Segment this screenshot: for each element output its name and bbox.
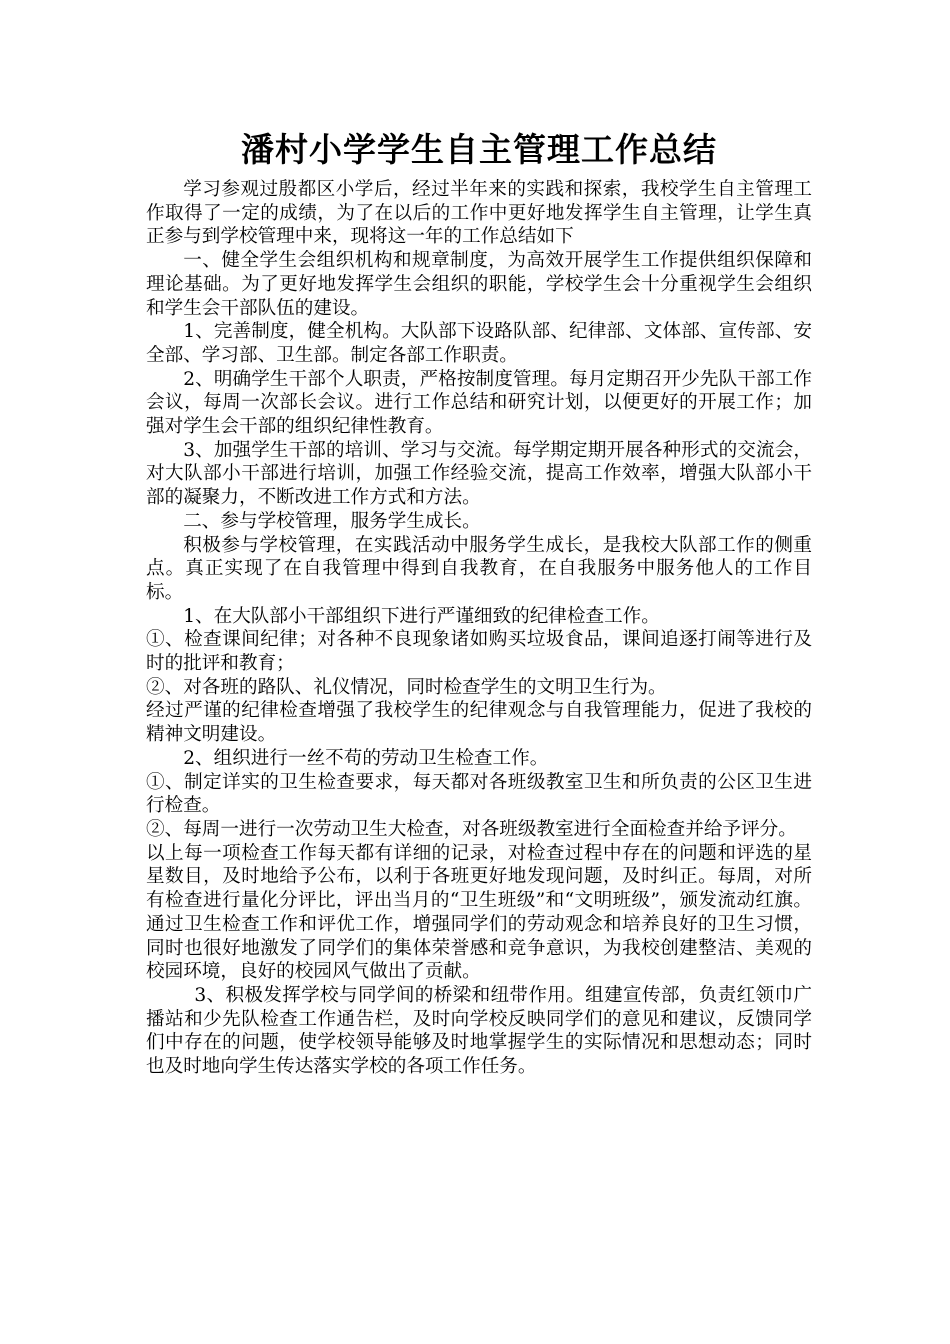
paragraph-item-2-1-a: ①、检查课间纪律；对各种不良现象诸如购买垃圾食品，课间追逐打闹等进行及时的批评和教育；	[146, 629, 812, 675]
paragraph-item-2-1: 1、在大队部小干部组织下进行严谨细致的纪律检查工作。	[183, 605, 660, 627]
paragraph-item-2-1-b: ②、对各班的路队、礼仪情况，同时检查学生的文明卫生行为。	[146, 676, 667, 698]
paragraph-item-2-3: 3、积极发挥学校与同学间的桥梁和纽带作用。组建宣传部，负责红领巾广播站和少先队检查工作通告栏，及时向学校反映同学们的意见和建议，反馈同学们中存在的问题，使学校领导能够及时地掌握学生的实际情况和思想动态；同时也及时地向学生传达落实学校的各项工作任务。	[146, 984, 812, 1078]
paragraph-item-1-2: 2、明确学生干部个人职责，严格按制度管理。每月定期召开少先队干部工作会议，每周一次部长会议。进行工作总结和研究计划，以便更好的开展工作；加强对学生会干部的组织纪律性教育。	[146, 368, 812, 438]
paragraph-item-2-2: 2、组织进行一丝不苟的劳动卫生检查工作。	[183, 747, 549, 769]
paragraph-section-1: 一、健全学生会组织机构和规章制度，为高效开展学生工作提供组织保障和理论基础。为了更好地发挥学生会组织的职能，学校学生会十分重视学生会组织和学生会干部队伍的建设。	[146, 250, 812, 319]
document-title: 潘村小学学生自主管理工作总结	[241, 130, 717, 169]
paragraph-item-1-1: 1、完善制度，健全机构。大队部下设路队部、纪律部、文体部、宣传部、安全部、学习部、卫生部。制定各部工作职责。	[146, 321, 812, 366]
paragraph-item-2-2-b: ②、每周一进行一次劳动卫生大检查，对各班级教室进行全面检查并给予评分。	[146, 818, 797, 840]
paragraph-item-2-2-a: ①、制定详实的卫生检查要求，每天都对各班级教室卫生和所负责的公区卫生进行检查。	[146, 771, 812, 817]
paragraph-intro: 学习参观过殷都区小学后，经过半年来的实践和探索，我校学生自主管理工作取得了一定的成绩，为了在以后的工作中更好地发挥学生自主管理，让学生真正参与到学校管理中来，现将这一年的工作总结如下	[146, 179, 812, 248]
paragraph-item-1-3: 3、加强学生干部的培训、学习与交流。每学期定期开展各种形式的交流会，对大队部小干部进行培训，加强工作经验交流，提高工作效率，增强大队部小干部的凝聚力，不断改进工作方式和方法。	[146, 439, 812, 509]
document-body	[146, 178, 812, 1079]
paragraph-item-2-2-summary: 以上每一项检查工作每天都有详细的记录，对检查过程中存在的问题和评选的星星数目，及时地给予公布，以利于各班更好地发现问题，及时纠正。每周，对所有检查进行量化分评比，评出当月的“卫生班级”和“文明班级”，颁发流动红旗。通过卫生检查工作和评优工作，增强同学们的劳动观念和培养良好的卫生习惯，同时也很好地激发了同学们的集体荣誉感和竞争意识，为我校创建整洁、美观的校园环境，良好的校园风气做出了贡献。	[146, 842, 812, 983]
paragraph-section-2-intro: 积极参与学校管理，在实践活动中服务学生成长，是我校大队部工作的侧重点。真正实现了在自我管理中得到自我教育，在自我服务中服务他人的工作目标。	[146, 534, 812, 603]
paragraph-item-2-1-summary: 经过严谨的纪律检查增强了我校学生的纪律观念与自我管理能力，促进了我校的精神文明建设。	[146, 700, 812, 746]
paragraph-section-2: 二、参与学校管理，服务学生成长。	[183, 510, 481, 532]
document-page	[146, 122, 812, 1079]
